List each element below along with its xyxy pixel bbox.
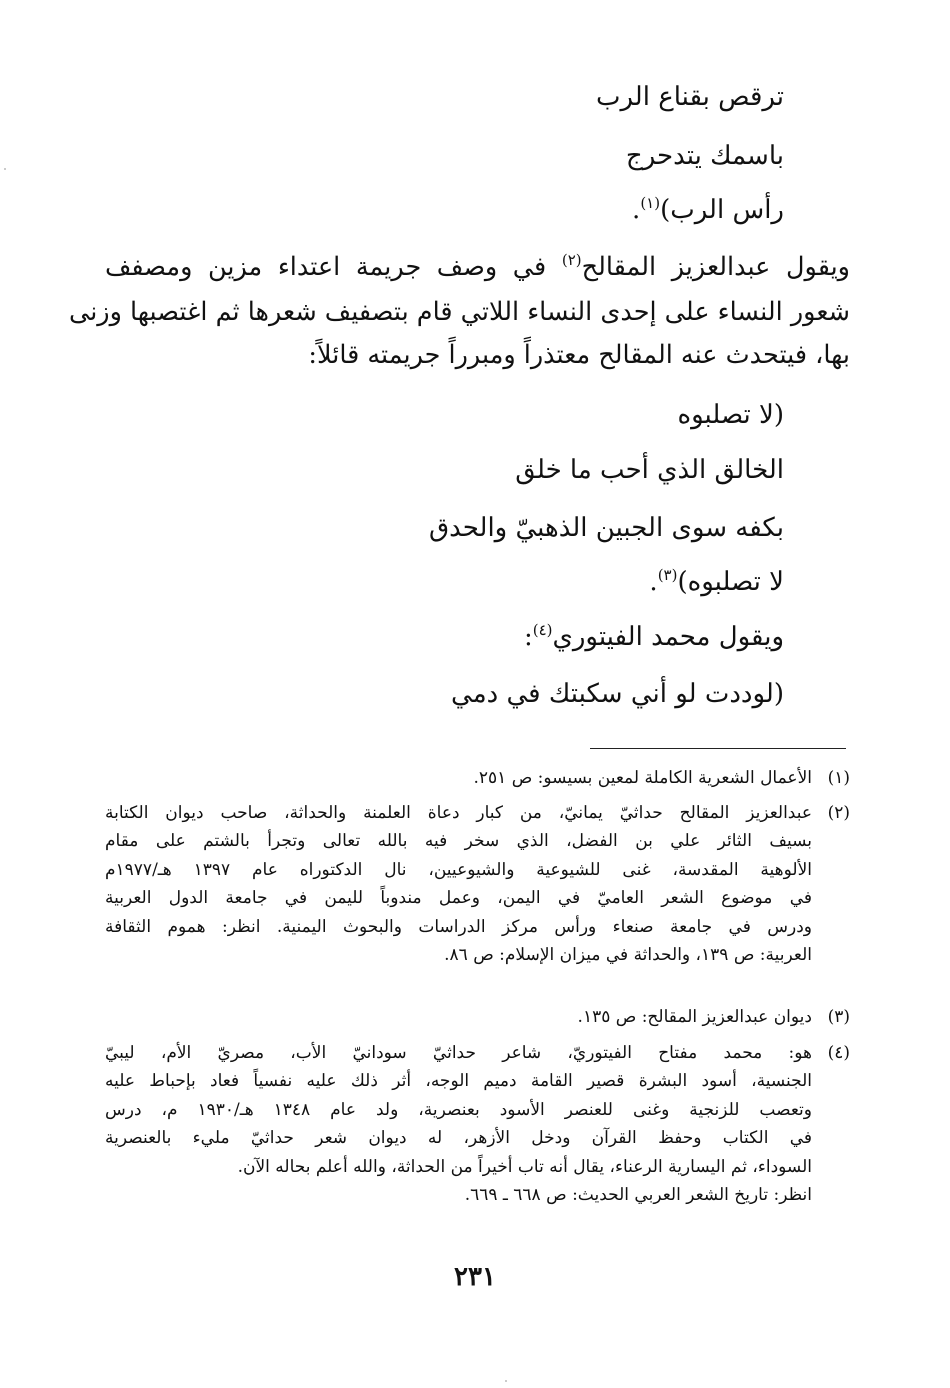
verse-line: ويقول محمد الفيتوري$^{(٤)}$:: [523, 621, 784, 652]
verse-line: (لا تصلبوه: [677, 400, 784, 430]
verse-line: بكفه سوى الجبين الذهبيّ والحدق: [428, 513, 784, 543]
verse-line: ترقص بقناع الرب: [595, 82, 784, 112]
footnote-line: الألوهية المقدسة، غنى للشيوعية والشيوعيين، نال الدكتوراه عام ١٣٩٧ هـ/١٩٧٧م: [105, 859, 813, 880]
scan-speck: [505, 1380, 507, 1382]
paragraph-line: بها، فيتحدث عنه المقالح معتذراً ومبرراً جريمته قائلاً:: [308, 340, 850, 370]
footnote-line: في الكتاب وحفظ القرآن ودخل الأزهر، له ديوان شعر حداثيّ مليء بالعنصرية: [105, 1128, 812, 1149]
footnote-line: العربية: ص ١٣٩، والحداثة في ميزان الإسلام: ص ٨٦.: [444, 944, 812, 965]
footnote-line: الأعمال الشعرية الكاملة لمعين بسيسو: ص ٢٥١.: [473, 768, 812, 788]
verse-line: (لوددت لو أني سكبتك في دمي: [451, 679, 784, 709]
footnote-line: ديوان عبدالعزيز المقالح: ص ١٣٥.: [577, 1007, 812, 1027]
footnote-number: (٣): [827, 1007, 850, 1027]
footnote-line: عبدالعزيز المقالح حداثيّ يمانيّ، من كبار دعاة العلمنة والحداثة، صاحب ديوان الكتابة: [105, 803, 812, 823]
footnote-ref: (٣): [657, 566, 678, 584]
footnote-ref: (٢): [561, 251, 582, 269]
footnote-line: بسيف الثائر علي بن الفضل، الذي سخر فيه بالله تعالى وتجرأ بالشتم على مقام: [105, 831, 812, 852]
verse-line: لا تصلبوه)$^{(٣)}$.: [649, 566, 784, 597]
footnote-line: هو: محمد مفتاح الفيتوريّ، شاعر حداثيّ سودانيّ الأب، مصريّ الأم، ليبيّ: [105, 1043, 812, 1063]
verse-line: رأس الرب)$^{(١)}$.: [632, 194, 784, 225]
page-number: ٢٣١: [454, 1262, 496, 1292]
footnote-separator: [590, 748, 846, 749]
footnote-number: (٤): [827, 1043, 850, 1063]
footnote-line: وتعصب للزنجية وغنى للعنصر الأسود بعنصرية، ولد عام ١٣٤٨ هـ/١٩٣٠ م، درس: [105, 1099, 812, 1120]
paragraph-line: شعور النساء على إحدى النساء اللاتي قام بتصفيف شعرها ثم اغتصبها وزنى: [68, 297, 850, 327]
footnote-line: ودرس في جامعة صنعاء ورأس مركز الدراسات والبحوث اليمنية. انظر: هموم الثقافة: [105, 916, 812, 937]
footnote-number: (٢): [827, 803, 850, 823]
verse-line: باسمك يتدحرج: [625, 141, 784, 171]
verse-line: الخالق الذي أحب ما خلق: [515, 455, 784, 485]
footnote-line: في موضوع الشعر العاميّ في اليمن، وعمل مندوباً لليمن في جامعة الدول العربية: [105, 888, 812, 909]
paragraph-line: ويقول عبدالعزيز المقالح$^{(٢)}$ في وصف جريمة اعتداء مزين ومصفف: [105, 251, 850, 282]
footnote-line: انظر: تاريخ الشعر العربي الحديث: ص ٦٦٨ ـ ٦٦٩.: [464, 1184, 812, 1205]
footnote-number: (١): [827, 768, 850, 788]
scan-speck: [4, 168, 6, 170]
footnote-line: الجنسية، أسود البشرة قصير القامة دميم الوجه، أثر ذلك عليه نفسياً فعاد بإحباط عليه: [105, 1071, 812, 1092]
footnote-ref: (٤): [532, 621, 553, 639]
footnote-line: السوداء، ثم اليسارية الرعناء، يقال أنه تاب أخيراً من الحداثة، والله أعلم بحاله الآن.: [237, 1156, 812, 1177]
footnote-ref: (١): [640, 194, 661, 212]
